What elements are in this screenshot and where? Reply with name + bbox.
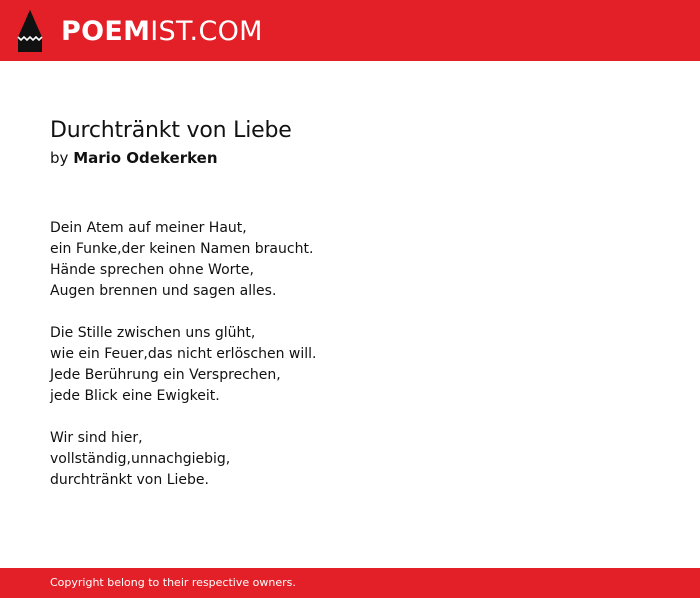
by-label: by [50,149,69,167]
poem-content [50,117,650,491]
poem-body [50,218,650,491]
site-logo-link[interactable] [17,9,263,53]
poem-line: Jede Berührung ein Versprechen, [50,367,281,383]
pencil-icon [17,10,43,52]
site-logo-text [61,15,263,47]
stanza [50,218,650,302]
site-footer [0,568,700,598]
poem-title: Durchtränkt von Liebe [50,118,292,143]
author-name[interactable]: Mario Odekerken [73,149,218,167]
poem-line: ein Funke,der keinen Namen braucht. [50,241,314,257]
byline [50,148,650,168]
poem-line: durchtränkt von Liebe. [50,472,209,488]
poem-line: Wir sind hier, [50,430,143,446]
poem-line: Die Stille zwischen uns glüht, [50,325,256,341]
stanza [50,428,650,491]
logo-text-light: IST.COM [150,15,263,47]
poem-line: Dein Atem auf meiner Haut, [50,220,247,236]
stanza [50,323,650,407]
poem-line: wie ein Feuer,das nicht erlöschen will. [50,346,317,362]
site-header [0,0,700,61]
poem-line: Hände sprechen ohne Worte, [50,262,254,278]
poem-line: Augen brennen und sagen alles. [50,283,277,299]
poem-line: vollständig,unnachgiebig, [50,451,231,467]
poem-line: jede Blick eine Ewigkeit. [50,388,220,404]
logo-text-bold: POEM [61,15,151,47]
copyright-notice: Copyright belong to their respective owners. [50,576,296,589]
